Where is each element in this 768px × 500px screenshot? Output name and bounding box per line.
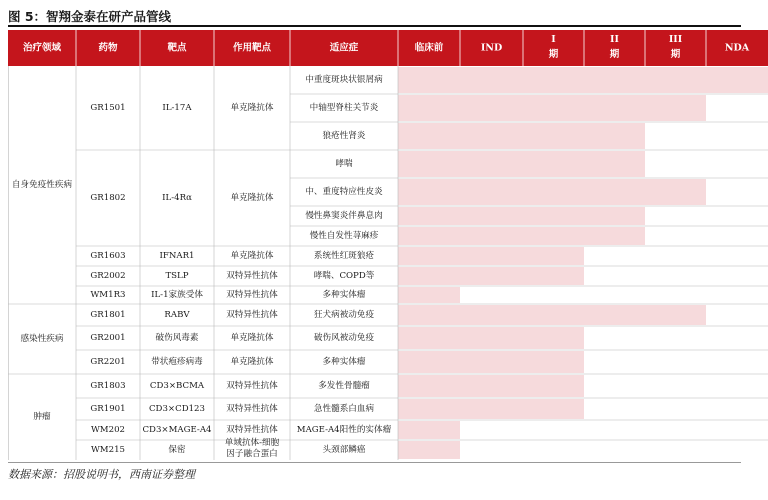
progress-bar bbox=[398, 305, 706, 325]
drug-type: 双特异性抗体 bbox=[226, 290, 278, 300]
header-cell-2: 靶点 bbox=[167, 42, 187, 54]
header-cell-5: 临床前 bbox=[414, 42, 444, 54]
header-band bbox=[8, 30, 768, 66]
indication-label: 多种实体瘤 bbox=[322, 357, 366, 367]
drug-name: GR2002 bbox=[90, 271, 126, 281]
drug-name: GR1803 bbox=[90, 381, 126, 391]
indication-label: 多种实体瘤 bbox=[322, 290, 366, 300]
progress-bar bbox=[398, 151, 645, 177]
indication-label: 头颈部鳞癌 bbox=[322, 445, 366, 455]
progress-bar bbox=[398, 267, 584, 285]
pipeline-table bbox=[8, 30, 750, 460]
drug-target: CD3×BCMA bbox=[149, 381, 205, 391]
progress-bar bbox=[398, 399, 584, 419]
area-label: 肿瘤 bbox=[33, 412, 51, 422]
progress-bar bbox=[398, 207, 645, 225]
drug-type: 单克隆抗体 bbox=[230, 251, 274, 261]
drug-name: WM1R3 bbox=[90, 290, 126, 300]
drug-target: TSLP bbox=[165, 271, 189, 281]
indication-label: 哮喘 bbox=[335, 159, 353, 169]
drug-type: 双特异性抗体 bbox=[226, 271, 278, 281]
drug-name: GR1802 bbox=[90, 193, 126, 203]
title-rule bbox=[8, 25, 741, 27]
drug-type: 单克隆抗体 bbox=[230, 193, 274, 203]
header-cell-0: 治疗领域 bbox=[22, 42, 62, 54]
indication-label: 慢性鼻窦炎伴鼻息肉 bbox=[305, 211, 383, 221]
progress-bar bbox=[398, 227, 645, 245]
progress-bar bbox=[398, 247, 584, 265]
header-cell-9: III 期 bbox=[668, 34, 683, 60]
progress-bar bbox=[398, 351, 584, 373]
drug-type: 双特异性抗体 bbox=[226, 381, 278, 391]
drug-type: 单克隆抗体 bbox=[230, 357, 274, 367]
drug-type: 单克隆抗体 bbox=[230, 103, 274, 113]
header-cell-8: II 期 bbox=[609, 34, 620, 60]
drug-name: GR1901 bbox=[90, 404, 126, 414]
bottom-rule bbox=[8, 462, 741, 463]
indication-label: 系统性红斑狼疮 bbox=[313, 251, 375, 261]
header-cell-7: I 期 bbox=[548, 34, 559, 60]
progress-bar bbox=[398, 95, 706, 121]
progress-bar bbox=[398, 179, 706, 205]
indication-label: 多发性骨髓瘤 bbox=[318, 381, 370, 391]
progress-bar bbox=[398, 375, 584, 397]
indication-label: 慢性自发性荨麻疹 bbox=[309, 231, 379, 241]
drug-name: GR1501 bbox=[90, 103, 126, 113]
area-label: 自身免疫性疾病 bbox=[11, 180, 73, 190]
indication-label: 破伤风被动免疫 bbox=[313, 333, 375, 343]
drug-type: 单域抗体-细胞因子融合蛋白 bbox=[224, 438, 280, 459]
drug-target: IFNAR1 bbox=[159, 251, 195, 261]
drug-target: 保密 bbox=[168, 445, 186, 455]
indication-label: 狼疮性肾炎 bbox=[322, 131, 366, 141]
progress-bar bbox=[398, 441, 460, 459]
drug-name: WM202 bbox=[90, 425, 126, 435]
header-cell-4: 适应症 bbox=[329, 42, 359, 54]
drug-name: GR1603 bbox=[90, 251, 126, 261]
pipeline-svg bbox=[8, 30, 768, 460]
drug-type: 双特异性抗体 bbox=[226, 404, 278, 414]
drug-target: RABV bbox=[164, 310, 190, 320]
drug-target: CD3×CD123 bbox=[148, 404, 206, 414]
header-cell-1: 药物 bbox=[98, 42, 118, 54]
drug-name: GR1801 bbox=[90, 310, 126, 320]
drug-target: 破伤风毒素 bbox=[155, 333, 199, 343]
indication-label: 狂犬病被动免疫 bbox=[313, 310, 375, 320]
header-cell-10: NDA bbox=[724, 42, 750, 54]
drug-target: IL-17A bbox=[162, 103, 192, 113]
drug-type: 单克隆抗体 bbox=[230, 333, 274, 343]
drug-name: GR2001 bbox=[90, 333, 126, 343]
indication-label: MAGE-A4阳性的实体瘤 bbox=[296, 425, 392, 435]
drug-name: WM215 bbox=[90, 445, 126, 455]
header-cell-3: 作用靶点 bbox=[232, 42, 272, 54]
figure-title: 图 5：智翔金泰在研产品管线 bbox=[8, 9, 172, 24]
drug-type: 双特异性抗体 bbox=[226, 425, 278, 435]
progress-bar bbox=[398, 123, 645, 149]
indication-label: 中、重度特应性皮炎 bbox=[305, 187, 383, 197]
indication-label: 中轴型脊柱关节炎 bbox=[309, 103, 379, 113]
progress-bar bbox=[398, 287, 460, 303]
drug-target: IL-4Rα bbox=[162, 193, 192, 203]
indication-label: 哮喘、COPD等 bbox=[313, 271, 375, 281]
header-cell-6: IND bbox=[480, 42, 503, 54]
drug-target: 带状疱疹病毒 bbox=[151, 357, 203, 367]
drug-name: GR2201 bbox=[90, 357, 126, 367]
drug-target: IL-1家族受体 bbox=[151, 290, 203, 300]
indication-label: 中重度斑块状银屑病 bbox=[305, 75, 383, 85]
progress-bar bbox=[398, 421, 460, 439]
drug-type: 双特异性抗体 bbox=[226, 310, 278, 320]
indication-label: 急性髓系白血病 bbox=[313, 404, 375, 414]
source-note: 数据来源：招股说明书，西南证券整理 bbox=[8, 468, 195, 481]
drug-target: CD3×MAGE-A4 bbox=[142, 425, 212, 435]
area-label: 感染性疾病 bbox=[20, 334, 64, 344]
progress-bar bbox=[398, 67, 768, 93]
progress-bar bbox=[398, 327, 584, 349]
